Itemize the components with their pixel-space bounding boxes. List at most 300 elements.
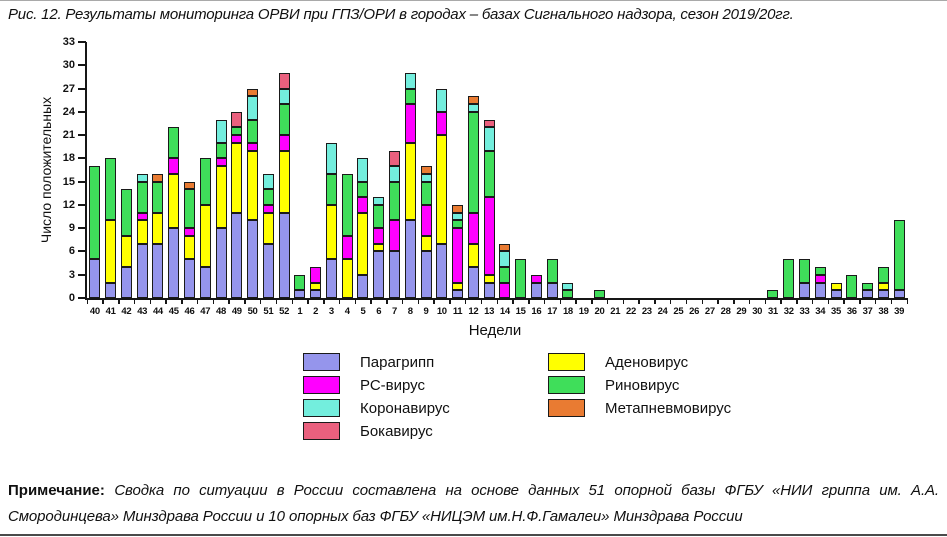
legend-series-label: Парагрипп [360,353,435,371]
bar-segment-week-45 [168,228,179,298]
bar-segment-week-16 [531,275,542,283]
bar-segment-week-48 [216,228,227,298]
bar-segment-week-10 [436,135,447,244]
x-axis-tick [891,298,893,304]
bar-segment-week-46 [184,228,195,236]
bar-segment-week-45 [168,127,179,158]
bar-segment-week-43 [137,174,148,182]
y-axis-tick [78,181,86,183]
bar-segment-week-7 [389,251,400,298]
bar-segment-week-44 [152,213,163,244]
x-axis-tick [228,298,230,304]
x-tick-label: 42 [121,306,132,317]
x-tick-label: 8 [407,306,413,317]
bar-segment-week-41 [105,158,116,220]
y-tick-label: 24 [62,105,75,118]
bar-segment-week-12 [468,213,479,244]
x-axis-title: Недели [468,322,522,339]
footnote-text: Сводка по ситуации в России составлена на основе данных 51 опорной базы ФГБУ «НИИ гриппа им. А.А. Смородинцева» Минздрава России и 10 опорных баз ФГБУ «НИЦЭМ им.Н.Ф.Гамалеи» Минздрава России [8,482,940,525]
x-axis-tick [765,298,767,304]
x-axis-tick [859,298,861,304]
x-axis-tick [575,298,577,304]
y-tick-label: 18 [62,152,75,165]
bar-segment-week-49 [231,143,242,213]
x-tick-label: 33 [799,306,810,317]
x-tick-label: 2 [313,306,319,317]
chart-legend [0,352,947,452]
bar-segment-week-52 [279,89,290,105]
x-tick-label: 44 [152,306,163,317]
x-tick-label: 36 [846,306,857,317]
bar-segment-week-13 [484,283,495,299]
x-tick-label: 48 [216,306,226,317]
bar-segment-week-43 [137,182,148,213]
x-axis-tick [749,298,751,304]
y-axis-tick [78,297,86,299]
bar-segment-week-14 [499,251,510,267]
bar-segment-week-46 [184,189,195,228]
bar-segment-week-12 [468,96,479,104]
x-tick-label: 1 [297,306,303,317]
legend-item [548,398,731,418]
x-tick-label: 5 [360,306,366,317]
bar-segment-week-10 [436,244,447,298]
bar-segment-week-10 [436,89,447,112]
x-axis-tick [307,298,309,304]
bottom-horizontal-rule [0,534,947,536]
bar-segment-week-18 [562,290,573,298]
x-tick-label: 3 [328,306,334,317]
y-axis-tick [78,64,86,66]
bar-segment-week-52 [279,104,290,135]
bar-segment-week-44 [152,174,163,182]
bar-segment-week-6 [373,197,384,205]
bar-segment-week-46 [184,236,195,259]
x-axis-tick [323,298,325,304]
footnote-label: Примечание: [8,482,105,499]
bar-segment-week-7 [389,151,400,167]
x-tick-label: 22 [626,306,636,317]
x-axis-tick [418,298,420,304]
x-axis-tick [386,298,388,304]
bar-segment-week-47 [200,158,211,205]
legend-column-left [303,352,450,444]
bar-segment-week-51 [263,213,274,244]
bar-segment-week-11 [452,205,463,213]
x-tick-label: 21 [610,306,621,317]
bar-segment-week-17 [547,283,558,299]
x-axis-tick [812,298,814,304]
bar-segment-week-48 [216,143,227,159]
bar-segment-week-9 [421,174,432,182]
x-axis-tick [733,298,735,304]
bar-segment-week-38 [878,267,889,283]
x-axis-tick [244,298,246,304]
bar-segment-week-50 [247,120,258,143]
y-axis-tick [78,157,86,159]
bar-segment-week-5 [357,158,368,181]
x-tick-label: 28 [720,306,731,317]
y-axis-tick [78,250,86,252]
legend-series-label: Коронавирус [360,399,450,417]
x-tick-label: 29 [736,306,747,317]
legend-color-swatch [303,399,340,417]
stacked-bar-chart [0,38,947,353]
bar-segment-week-5 [357,275,368,298]
bar-segment-week-8 [405,89,416,105]
x-tick-label: 27 [704,306,715,317]
legend-color-swatch [548,376,585,394]
x-tick-label: 46 [184,306,195,317]
x-axis-tick [544,298,546,304]
legend-item [303,421,450,441]
bar-segment-week-6 [373,205,384,228]
bar-segment-week-3 [326,259,337,298]
bar-segment-week-11 [452,220,463,228]
x-tick-label: 49 [231,306,242,317]
bar-segment-week-46 [184,182,195,190]
bar-segment-week-32 [783,259,794,298]
x-axis-tick [355,298,357,304]
x-axis-tick [292,298,294,304]
x-axis-tick [370,298,372,304]
y-axis-title: Число положительных [38,96,54,244]
legend-series-label: Бокавирус [360,422,433,440]
x-axis-tick [497,298,499,304]
bar-segment-week-34 [815,267,826,275]
y-axis-tick [78,134,86,136]
bar-segment-week-42 [121,189,132,236]
bar-segment-week-9 [421,236,432,252]
x-tick-label: 32 [783,306,794,317]
bar-segment-week-34 [815,275,826,283]
legend-series-label: Метапневмовирус [605,399,732,417]
x-axis-tick [796,298,798,304]
x-tick-label: 16 [531,306,542,317]
legend-color-swatch [303,422,340,440]
bar-segment-week-11 [452,290,463,298]
x-tick-label: 17 [547,306,558,317]
legend-item [303,352,450,372]
x-tick-label: 43 [137,306,148,317]
bar-segment-week-49 [231,112,242,128]
x-tick-label: 37 [862,306,873,317]
bar-segment-week-35 [831,290,842,298]
legend-item [303,375,450,395]
bar-segment-week-8 [405,220,416,298]
x-tick-label: 35 [831,306,841,317]
x-axis-tick [907,298,909,304]
legend-item [548,352,731,372]
bar-segment-week-52 [279,151,290,213]
x-axis-tick [102,298,104,304]
x-axis-tick [165,298,167,304]
bar-segment-week-46 [184,259,195,298]
bar-segment-week-14 [499,244,510,252]
figure-title: Рис. 12. Результаты мониторинга ОРВИ при ГПЗ/ОРИ в городах – базах Сигнального надзора, сезон 2019/20гг. [8,6,794,23]
bar-segment-week-48 [216,120,227,143]
x-axis-tick [150,298,152,304]
y-axis-tick [78,41,86,43]
bar-segment-week-42 [121,267,132,298]
y-tick-label: 30 [62,59,75,72]
bar-segment-week-37 [862,290,873,298]
bar-segment-week-9 [421,182,432,205]
x-axis-tick [843,298,845,304]
bar-segment-week-33 [799,259,810,282]
x-axis-tick [717,298,719,304]
y-axis-tick [78,227,86,229]
x-tick-label: 4 [344,306,350,317]
y-tick-label: 15 [62,175,75,188]
x-axis-tick [339,298,341,304]
top-horizontal-rule [0,0,947,1]
x-tick-label: 15 [515,306,526,317]
x-tick-label: 9 [423,306,429,317]
x-axis-tick [828,298,830,304]
y-tick-label: 9 [68,222,75,235]
bar-segment-week-9 [421,166,432,174]
x-axis-tick [213,298,215,304]
bar-segment-week-36 [846,275,857,298]
legend-column-right [548,352,731,421]
bar-segment-week-1 [294,275,305,291]
bar-segment-week-50 [247,220,258,298]
legend-series-label: Риновирус [605,376,680,394]
x-axis-tick [623,298,625,304]
bar-segment-week-49 [231,135,242,143]
x-axis-tick [449,298,451,304]
bar-segment-week-40 [89,166,100,259]
bar-segment-week-43 [137,220,148,243]
legend-color-swatch [548,399,585,417]
x-axis-tick [276,298,278,304]
x-axis-tick [591,298,593,304]
x-tick-label: 50 [247,306,258,317]
legend-color-swatch [303,376,340,394]
bar-segment-week-51 [263,244,274,298]
bar-segment-week-14 [499,283,510,299]
bar-segment-week-13 [484,197,495,275]
x-tick-label: 31 [767,306,778,317]
bar-segment-week-40 [89,259,100,298]
x-tick-label: 38 [878,306,889,317]
bar-segment-week-51 [263,189,274,205]
bar-segment-week-13 [484,275,495,283]
bar-segment-week-47 [200,205,211,267]
bar-segment-week-13 [484,127,495,150]
bar-segment-week-4 [342,259,353,298]
bar-segment-week-42 [121,236,132,267]
x-axis-tick [197,298,199,304]
y-tick-label: 27 [62,82,75,95]
bar-segment-week-3 [326,205,337,259]
x-tick-label: 24 [657,306,668,317]
x-tick-label: 30 [752,306,763,317]
bar-segment-week-52 [279,135,290,151]
y-axis-tick [78,204,86,206]
x-tick-label: 51 [263,306,274,317]
x-tick-label: 12 [468,306,479,317]
y-tick-label: 33 [62,36,75,48]
bar-segment-week-11 [452,228,463,282]
x-tick-label: 23 [641,306,652,317]
footnote [8,478,939,530]
legend-item [303,398,450,418]
x-axis-tick [465,298,467,304]
x-tick-label: 10 [436,306,447,317]
bar-segment-week-35 [831,283,842,291]
bar-segment-week-2 [310,290,321,298]
x-axis-tick [181,298,183,304]
x-axis-tick [607,298,609,304]
bar-segment-week-17 [547,259,558,282]
bar-segment-week-6 [373,244,384,252]
bar-segment-week-49 [231,213,242,298]
y-axis-tick [78,274,86,276]
bar-segment-week-33 [799,283,810,299]
x-axis-tick [118,298,120,304]
bar-segment-week-37 [862,283,873,291]
bar-segment-week-39 [894,220,905,290]
x-tick-label: 45 [168,306,179,317]
bar-segment-week-49 [231,127,242,135]
bar-segment-week-6 [373,228,384,244]
bar-segment-week-2 [310,267,321,283]
bar-segment-week-41 [105,283,116,299]
x-axis-tick [512,298,514,304]
bar-segment-week-3 [326,174,337,205]
bar-segment-week-8 [405,73,416,89]
x-tick-label: 26 [689,306,700,317]
x-tick-label: 20 [594,306,605,317]
x-tick-label: 7 [392,306,397,317]
y-axis-tick [78,111,86,113]
y-axis-tick [78,88,86,90]
x-tick-label: 47 [200,306,211,317]
bar-segment-week-44 [152,182,163,213]
bar-segment-week-51 [263,174,274,190]
x-axis-tick [638,298,640,304]
legend-item [548,375,731,395]
bar-segment-week-9 [421,205,432,236]
x-axis-tick [654,298,656,304]
bar-segment-week-6 [373,251,384,298]
bar-segment-week-8 [405,143,416,221]
bar-segment-week-13 [484,120,495,128]
x-axis-tick [402,298,404,304]
bar-segment-week-41 [105,220,116,282]
y-tick-label: 3 [68,268,75,281]
x-axis-tick [134,298,136,304]
bar-segment-week-50 [247,96,258,119]
x-tick-label: 40 [89,306,100,317]
x-axis-tick [875,298,877,304]
bar-segment-week-48 [216,166,227,228]
bar-segment-week-4 [342,236,353,259]
bar-segment-week-7 [389,182,400,221]
bar-segment-week-38 [878,290,889,298]
bar-segment-week-12 [468,244,479,267]
x-tick-label: 19 [578,306,589,317]
x-axis-tick [560,298,562,304]
bar-segment-week-11 [452,283,463,291]
bar-segment-week-50 [247,143,258,151]
legend-color-swatch [548,353,585,371]
bar-segment-week-5 [357,213,368,275]
bar-segment-week-7 [389,166,400,182]
x-tick-label: 13 [484,306,495,317]
x-axis-tick [702,298,704,304]
x-tick-label: 25 [673,306,684,317]
bar-segment-week-8 [405,104,416,143]
bar-segment-week-18 [562,283,573,291]
bar-segment-week-3 [326,143,337,174]
bar-segment-week-45 [168,174,179,228]
y-tick-label: 12 [62,198,75,211]
bar-segment-week-16 [531,283,542,299]
legend-series-label: РС-вирус [360,376,426,394]
bar-segment-week-12 [468,112,479,213]
legend-color-swatch [303,353,340,371]
bar-segment-week-34 [815,283,826,299]
y-tick-label: 6 [68,245,75,258]
bar-segment-week-47 [200,267,211,298]
bar-segment-week-2 [310,283,321,291]
x-axis-tick [686,298,688,304]
bar-segment-week-12 [468,267,479,298]
x-axis-tick [670,298,672,304]
bar-segment-week-15 [515,259,526,298]
y-tick-label: 21 [62,129,75,142]
x-axis-tick [260,298,262,304]
bar-segment-week-11 [452,213,463,221]
legend-series-label: Аденовирус [605,353,689,371]
bar-segment-week-50 [247,151,258,221]
bar-segment-week-38 [878,283,889,291]
x-axis-tick [528,298,530,304]
bar-segment-week-4 [342,174,353,236]
bar-segment-week-52 [279,213,290,298]
bar-segment-week-5 [357,182,368,198]
bar-segment-week-10 [436,112,447,135]
bar-segment-week-43 [137,213,148,221]
bar-segment-week-48 [216,158,227,166]
x-axis-tick [433,298,435,304]
x-tick-label: 14 [499,306,510,317]
plot-area [62,36,907,317]
bar-segment-week-31 [767,290,778,298]
x-tick-label: 34 [815,306,826,317]
x-tick-label: 18 [562,306,573,317]
bar-segment-week-12 [468,104,479,112]
bar-segment-week-52 [279,73,290,89]
bar-segment-week-14 [499,267,510,283]
x-tick-label: 41 [105,306,116,317]
x-axis-tick [780,298,782,304]
bar-segment-week-7 [389,220,400,251]
bar-segment-week-50 [247,89,258,97]
y-tick-label: 0 [68,292,75,304]
bar-segment-week-1 [294,290,305,298]
x-tick-label: 39 [894,306,905,317]
x-tick-label: 52 [279,306,290,317]
bar-segment-week-20 [594,290,605,298]
bar-segment-week-13 [484,151,495,198]
x-axis-tick [87,298,89,304]
bar-segment-week-39 [894,290,905,298]
x-tick-label: 11 [452,306,463,317]
